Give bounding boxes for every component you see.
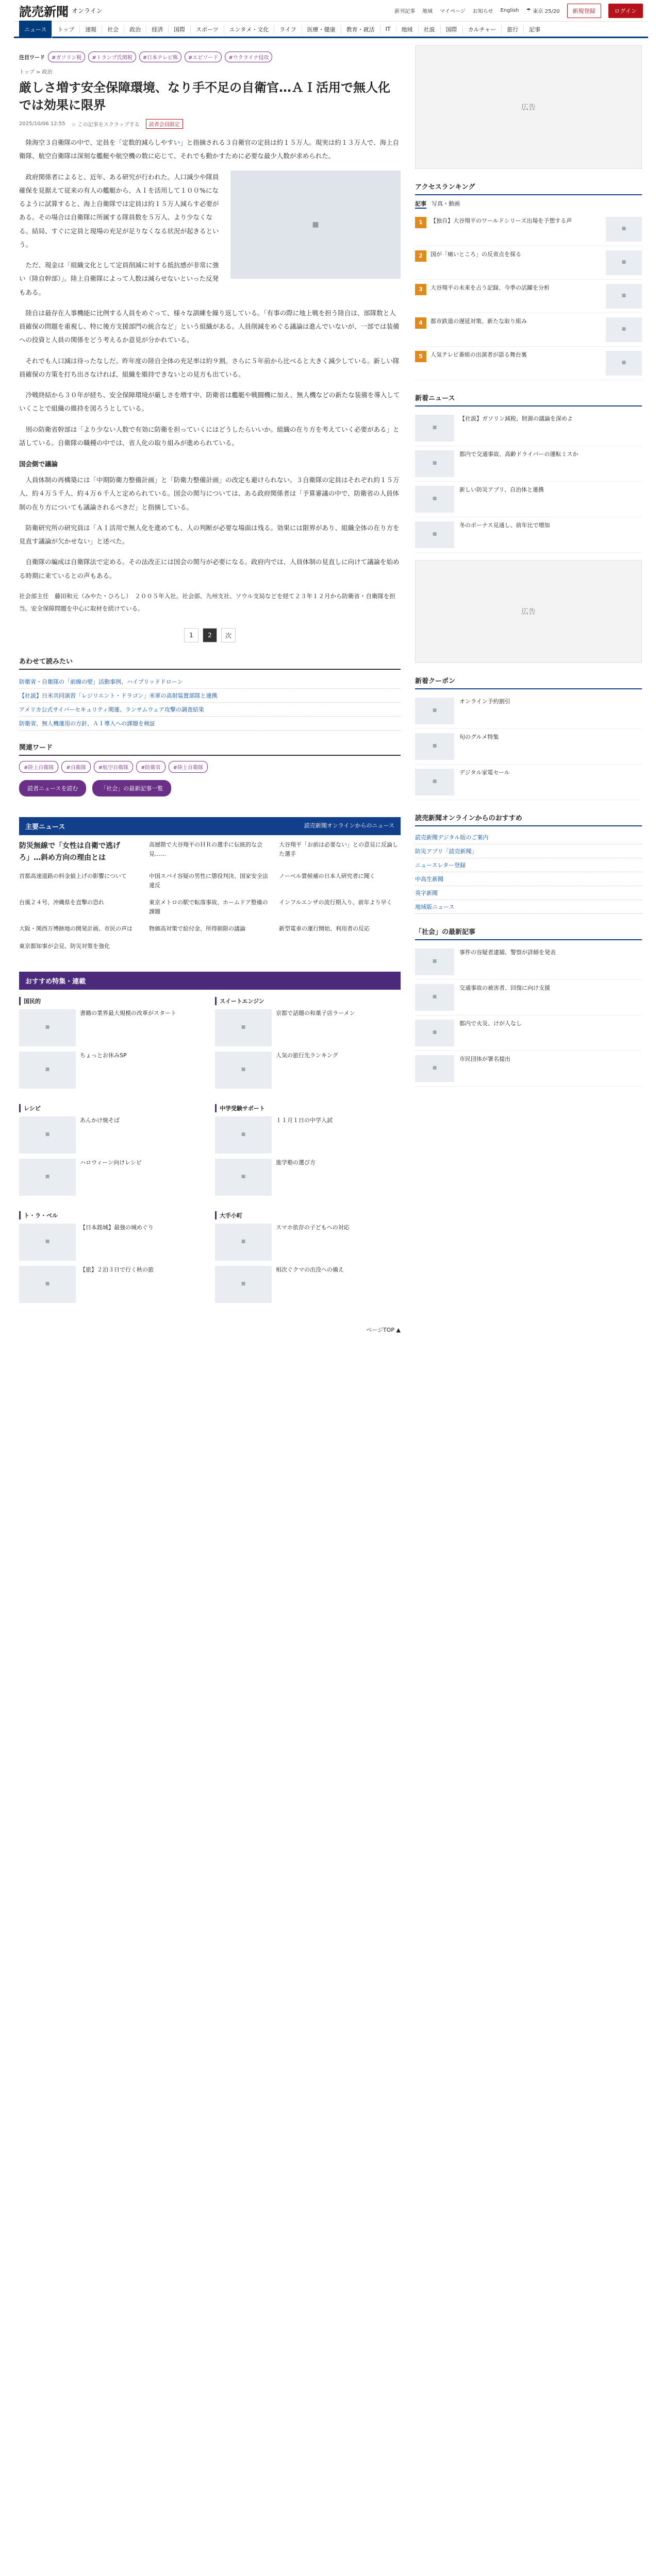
article-paragraph: それでも人口減は待ったなしだ。昨年度の陸自全体の充足率は約９割。さらに５年前から比べると大きく減少している。新しい隊員確保の方策を打ち出さなければ、組織を維持できないとの見方も出ている。 [19, 357, 400, 378]
recommend-item-title: 【旅】２泊３日で行く秋の旅 [80, 1266, 154, 1273]
ad-banner[interactable] [415, 45, 642, 169]
new-news-list [415, 411, 642, 553]
news-title: ノーベル賞候補の日本人研究者に聞く [279, 873, 375, 879]
lead-news[interactable] [19, 840, 141, 863]
trend-tag[interactable]: #日本テレビ株 [139, 52, 181, 62]
coupon-heading: 新着クーポン [415, 672, 642, 689]
article-paragraph: 冷戦終結から３０年が経ち、安全保障環境が厳しさを増す中、防衛省は艦艇や戦闘機に加え、無人機などの新たな装備を導入していくことで組織の維持を図ろうとしている。 [19, 391, 400, 413]
rank-photo: ■ [606, 250, 642, 275]
article-paragraph: 人員体制の再構築には「中期防衛力整備計画」と「防衛力整備計画」の改定も避けられない。３自衛隊の定員はそれぞれ約１５万人、約４万５千人、約４万６千人と定められている。国会の関与については、ある政府関係者は「予算審議の中で、防衛省の人員体制の在り方についても議論されるべきだ」と指摘している。 [19, 476, 400, 511]
main-column [19, 38, 401, 1344]
rank-photo: ■ [606, 284, 642, 309]
header-links [394, 4, 643, 18]
subscribe-button[interactable]: 新規登録 [567, 4, 601, 18]
recommend-item[interactable] [215, 1009, 401, 1046]
header-link-3[interactable]: お知らせ [472, 9, 493, 14]
ranking-item[interactable] [415, 280, 642, 313]
related-heading: あわせて読みたい [19, 656, 401, 670]
news-item[interactable] [279, 898, 401, 916]
article-paragraph: 陸自は最存在人事機能に比例する人員をめぐって、様々な訓練を繰り返している。「有事の際に地上戦を担う陸自は、部隊数と人員確保の問題を重視し、特に後方支援部門の統合など」という組織がある。人員削減をめぐる議論は進んでいないが、一部では装備への投資と人員の関係をどう考えるか意見が分かれている。 [19, 309, 400, 344]
news-title: 首都高速道路の料金値上げの影響について [19, 873, 127, 879]
news-item[interactable] [19, 872, 141, 890]
article-paragraph: 陸海空３自衛隊の中で、定員を「定数的減らしやすい」と指摘される３自衛官の定員は約１５万人。現実は約１３万人で、海上自衛隊、航空自衛隊は深刻な艦艇や航空機の数に応じて、それでも動かすために必要な最少人数が求められた。 [19, 139, 400, 160]
nav-item[interactable]: ニュース [19, 21, 52, 38]
news-item[interactable] [149, 840, 271, 863]
main-news-right: 読売新聞オンラインからのニュース [304, 822, 394, 829]
recommend-section [215, 1104, 401, 1201]
recommend-section-title: 中学受験サポート [215, 1104, 401, 1112]
ranking-tabs [415, 199, 642, 209]
recommend-item-title: ちょっとお休みSP [80, 1052, 127, 1059]
news-item[interactable] [19, 898, 141, 916]
keyword-tag[interactable]: #自衛隊 [61, 761, 90, 773]
recommend-item-title: 京都で話題の和菓子店ラーメン [276, 1009, 355, 1016]
recommend-item[interactable] [19, 1224, 205, 1261]
recommend-grid [19, 990, 401, 1315]
side-news-title: 事件の容疑者逮捕、警察が詳細を発表 [459, 949, 556, 956]
nav-item[interactable]: カルチャー [463, 25, 502, 33]
latest-social-button[interactable]: 「社会」の最新記事一覧 [92, 780, 171, 796]
rank-number: 2 [415, 250, 426, 262]
side-news-title: 交通事故の被害者、回復に向け支援 [459, 985, 550, 991]
recommend-photo: ■ [19, 1116, 76, 1154]
rank-photo: ■ [606, 317, 642, 342]
keyword-tag[interactable]: #陸上自衛隊 [169, 761, 208, 773]
recommend-item-title: スマホ依存の子どもへの対応 [276, 1224, 350, 1231]
news-item[interactable] [149, 898, 271, 916]
side-news-title: 都内で火災、けが人なし [459, 1020, 522, 1027]
side-news-item[interactable] [415, 1015, 642, 1051]
side-news-title: 都内で交通事故、高齢ドライバーの運転ミスか [459, 451, 578, 457]
ad-banner-2[interactable] [415, 560, 642, 663]
nav-item[interactable]: 社会 [102, 25, 124, 33]
pagetop-label: ページTOP [366, 1326, 395, 1333]
lead-news-title: 防災無線で「女性は自衛で逃げろ」…斜め方向の理由とは [19, 842, 120, 862]
recommend-item[interactable] [215, 1052, 401, 1089]
nav-item[interactable]: スポーツ [191, 25, 224, 33]
article-paragraph: 防衛研究所の研究員は「ＡＩ活用で無人化を進めても、人の判断が必要な場面は残る。効果には限界があり、組織全体の在り方を見直す議論が欠かせない」と述べた。 [19, 523, 400, 546]
keyword-tags [19, 761, 401, 773]
nav-item[interactable]: エンタメ・文化 [224, 25, 275, 33]
rank-number: 4 [415, 317, 426, 329]
recommend-photo: ■ [215, 1052, 272, 1089]
side-news-title: 【社説】ガソリン減税、財源の議論を深めよ [459, 415, 573, 422]
recommend-item-title: １１月１日の中学入試 [276, 1116, 333, 1124]
article-paragraph: 別の防衛省幹部は「より少ない人数で有効に防衛を担っていくにはどうしたらいいか。組織の在り方を考えていく必要がある」と話している。自衛隊の職種の中では、省人化の取り組みが進められている。 [19, 425, 400, 447]
side-news-title: 冬のボーナス見通し、前年比で増加 [459, 522, 550, 529]
recommend-item[interactable] [19, 1266, 205, 1303]
recommend-item-title: 人気の旅行先ランキング [276, 1052, 338, 1059]
logo-text: 読売新聞 [19, 4, 69, 19]
special-link[interactable]: 英字新聞 [415, 886, 642, 900]
trend-tag[interactable]: #エピソード [185, 52, 222, 62]
nav-item[interactable]: 国際 [441, 25, 463, 33]
site-logo[interactable] [19, 2, 103, 20]
recommend-section-title: ト・ラ・ベル [19, 1211, 205, 1219]
recommend-item[interactable] [19, 1052, 205, 1089]
side-news-item[interactable] [415, 980, 642, 1015]
related-link[interactable]: アメリカ公式サイバーセキュリティ関連、ランサムウェア攻撃の調査結果 [19, 703, 401, 717]
side-news-item[interactable] [415, 944, 642, 980]
side-news-photo: ■ [415, 486, 454, 513]
recommend-item[interactable] [19, 1009, 205, 1046]
ranking-item[interactable] [415, 347, 642, 380]
rank-number: 1 [415, 217, 426, 228]
nav-item[interactable]: 経済 [146, 25, 169, 33]
news-title: 中国スパイ容疑の男性に懲役判決、国家安全法違反 [149, 873, 268, 889]
nav-item[interactable]: 医療・健康 [302, 25, 341, 33]
side-news-photo: ■ [415, 733, 454, 760]
side-news-title: 新しい防災アプリ、自治体と連携 [459, 486, 544, 493]
article-body [19, 136, 401, 615]
article-paragraph: 自衛隊の編成は自衛隊法で定める。その法改正には国会の関与が必要になる。政府内では、人員体制の見直しに向けて議論を始める時期に来ているとの声もある。 [19, 558, 400, 580]
ranking-item[interactable] [415, 313, 642, 347]
news-item[interactable] [279, 840, 401, 863]
special-link[interactable]: 防災アプリ「読売新聞」 [415, 844, 642, 858]
rank-title: 大谷翔平の未来を占う記録、今季の活躍を分析 [431, 284, 550, 291]
news-title: 大阪・関西万博跡地の開発計画、市民の声は [19, 925, 133, 933]
global-nav [14, 22, 648, 38]
recommend-item-title: ハロウィーン向けレシピ [80, 1159, 142, 1166]
side-news-item[interactable] [415, 446, 642, 482]
nav-item[interactable]: 速報 [80, 25, 102, 33]
side-news-item[interactable] [415, 482, 642, 517]
nav-item[interactable]: IT [380, 26, 396, 32]
sidebar [415, 38, 642, 1344]
premium-badge: 読者会員限定 [146, 119, 183, 129]
ranking-heading: アクセスランキング [415, 178, 642, 195]
nav-item[interactable]: ライフ [274, 25, 302, 33]
rank-title: 国が「痛いところ」の反省点を探る [431, 251, 521, 258]
news-title: 台風２４号、沖縄県を直撃の恐れ [19, 899, 104, 906]
related-link[interactable]: 防衛省、無人機運用の方針、ＡＩ導入への課題を検証 [19, 717, 401, 731]
news-title: 物価高対策で給付金、所得制限の議論 [149, 925, 245, 933]
recommend-item-title: あんかけ焼そば [80, 1116, 120, 1124]
related-link[interactable]: 【社説】日米共同演習「レジリエント・ドラゴン」米軍の高射装置部隊と連携 [19, 689, 401, 703]
ranking-list [415, 213, 642, 380]
article-title: 厳しさ増す安全保障環境、なり手不足の自衛官…ＡＩ活用で無人化では効果に限界 [19, 80, 390, 112]
news-title: インフルエンザの流行期入り、前年より早く [279, 899, 392, 906]
side-news-photo: ■ [415, 415, 454, 442]
recommend-photo: ■ [215, 1116, 272, 1154]
login-button[interactable]: ログイン [608, 4, 643, 18]
action-buttons [19, 780, 401, 796]
keyword-tag[interactable]: #航空自衛隊 [94, 761, 133, 773]
recommend-photo: ■ [19, 1224, 76, 1261]
rank-number: 5 [415, 351, 426, 362]
main-news-grid [19, 835, 401, 956]
side-news-title: デジタル家電セール [459, 769, 510, 776]
trend-tag[interactable]: #ガソリン税 [48, 52, 85, 62]
side-news-photo: ■ [415, 521, 454, 548]
side-news-photo: ■ [415, 984, 454, 1011]
recommend-section-title: レシピ [19, 1104, 205, 1112]
recommend-photo: ■ [19, 1009, 76, 1046]
news-item[interactable] [19, 924, 141, 934]
recommend-item-title: 書籍の業界最大規模の改革がスタート [80, 1009, 176, 1016]
special-link[interactable]: 地域版ニュース [415, 900, 642, 914]
keyword-tag[interactable]: #陸上自衛隊 [19, 761, 58, 773]
recommend-photo: ■ [215, 1009, 272, 1046]
news-title: 東京メトロの駅で転落事故、ホームドア整備の課題 [149, 899, 268, 915]
nav-item[interactable]: 社説 [419, 25, 441, 33]
special-heading: 読売新聞オンラインからのおすすめ [415, 809, 642, 826]
ranking-tab-articles[interactable]: 記事 [415, 199, 426, 209]
trend-tag[interactable]: #トランプ氏関税 [88, 52, 136, 62]
keyword-tag[interactable]: #防衛省 [136, 761, 165, 773]
side-news-item[interactable] [415, 1051, 642, 1087]
side-news-item[interactable] [415, 765, 642, 800]
recommend-bar: おすすめ特集・連載 [19, 972, 401, 990]
recommend-section [215, 997, 401, 1094]
side-news-title: 旬のグルメ特集 [459, 734, 499, 740]
ad-label: 広告 [521, 608, 536, 616]
main-news-title: 主要ニュース [25, 823, 65, 832]
article-paragraph: 政府関係者によると、近年、ある研究が行われた。人口減少や隊員確保を見据えて従来の有人の艦艇から、ＡＩを活用して１００%になるように試算すると、海上自衛隊では定員は約１５万人減らす必要がある。その場合は自衛隊に所属する隊員数を５万人、より少なくなる。結局、すぐに定員と現場の充足が足りなくなる状況が起きるという。 [19, 173, 219, 248]
rank-title: 都市鉄道の遅延対策、新たな取り組み [431, 318, 527, 325]
side-news-item[interactable] [415, 693, 642, 729]
header-link-2[interactable]: マイページ [440, 9, 466, 14]
news-item[interactable] [279, 924, 401, 934]
page-link[interactable]: 1 [184, 628, 198, 642]
news-title: 新型電車の運行開始、利用者の反応 [279, 925, 370, 933]
breadcrumb[interactable]: トップ > 政治 [19, 70, 53, 75]
site-header [14, 0, 648, 22]
recommend-photo: ■ [19, 1266, 76, 1303]
rank-title: 【独自】大谷翔平のワールドシリーズ出場を予想する声 [431, 217, 572, 224]
recommend-item-title: 相次ぐクマの出没への備え [276, 1266, 344, 1273]
ranking-tab-photos[interactable]: 写真・動画 [432, 200, 460, 207]
bookmark-link[interactable] [72, 120, 140, 128]
trend-tag[interactable]: #ウクライナ侵攻 [225, 52, 272, 62]
nav-item[interactable]: 地域 [396, 25, 419, 33]
related-list [19, 675, 401, 731]
weather-text: 東京 25/20 [533, 9, 560, 14]
article-figure [230, 171, 401, 279]
rank-photo: ■ [606, 351, 642, 376]
header-link-1[interactable]: 地域 [422, 9, 433, 14]
article-subhead: 国会側で議論 [19, 460, 58, 468]
recommend-item[interactable] [19, 1159, 205, 1196]
news-item[interactable] [149, 924, 271, 934]
bookmark-icon: ☆ [71, 122, 78, 128]
author-profile: 社会部主任 藤田和元（みやた・ひろし） ２００５年入社。社会部、九州支社、ソウル支局などを経て２３年１２月から防衛省・自衛隊を担当。安全保障問題を中心に取材を続けている。 [19, 592, 395, 613]
social-heading: 「社会」の最新記事 [415, 923, 642, 940]
news-title: 東京都知事が会見、防災対策を強化 [19, 942, 110, 950]
recommend-photo: ■ [215, 1224, 272, 1261]
recommend-item[interactable] [19, 1116, 205, 1154]
special-link[interactable]: 読売新聞デジタル版のご案内 [415, 831, 642, 844]
ranking-item[interactable] [415, 246, 642, 280]
recommend-section-title: 大手小町 [215, 1211, 401, 1219]
news-item[interactable] [149, 872, 271, 890]
side-news-photo: ■ [415, 769, 454, 795]
side-news-photo: ■ [415, 698, 454, 724]
article-paragraph: ただ、現金は「組織文化として定員削減に対する抵抗感が非常に強い（陸自幹部）」。陸上自衛隊によって人数は減らせないといった反発もある。 [19, 261, 219, 296]
special-list [415, 831, 642, 914]
logo-sub: オンライン [72, 7, 103, 14]
header-link-4[interactable]: English [500, 8, 519, 13]
news-item[interactable] [19, 942, 141, 951]
recommend-photo: ■ [19, 1159, 76, 1196]
pagetop-link[interactable]: ページTOP ▲ [366, 1326, 401, 1333]
trend-label: 注目ワード [19, 55, 45, 61]
recommend-section-title: 国民的 [19, 997, 205, 1005]
nav-item[interactable]: 記事 [529, 26, 541, 33]
news-title: 高層階で大谷翔平のＨＲの選手に伝統的な会見…… [149, 841, 262, 857]
reader-news-button[interactable]: 読者ニュースを読む [19, 780, 86, 796]
ad-label: 広告 [521, 104, 536, 112]
recommend-photo: ■ [19, 1052, 76, 1089]
weather-widget[interactable] [526, 7, 560, 14]
recommend-section-title: スイートエンジン [215, 997, 401, 1005]
recommend-photo: ■ [215, 1266, 272, 1303]
nav-item[interactable]: 国際 [169, 25, 191, 33]
side-news-title: 市民団体が署名提出 [459, 1056, 510, 1062]
nav-item[interactable]: 教育・就活 [341, 25, 380, 33]
news-item[interactable] [279, 872, 401, 890]
side-news-item[interactable] [415, 517, 642, 553]
recommend-photo: ■ [215, 1159, 272, 1196]
page-link-current[interactable]: 2 [203, 628, 217, 642]
side-news-photo: ■ [415, 1020, 454, 1046]
nav-item[interactable]: トップ [52, 25, 80, 33]
article-photo: ■ [230, 171, 401, 279]
special-link[interactable]: ニュースレター登録 [415, 858, 642, 872]
rank-number: 3 [415, 284, 426, 295]
related-link[interactable]: 防衛省・自衛隊の「前線の壁」活動事例、ハイブリッドドローン [19, 675, 401, 689]
recommend-item[interactable] [215, 1224, 401, 1261]
side-news-item[interactable] [415, 411, 642, 446]
rank-title: 人気テレビ番組の出演者が語る舞台裏 [431, 351, 527, 358]
coupon-list [415, 693, 642, 800]
recommend-section [19, 997, 205, 1094]
weather-icon: ☂ [526, 8, 531, 13]
side-news-photo: ■ [415, 948, 454, 975]
trend-words [19, 52, 401, 62]
recommend-item-title: 進学塾の選び方 [276, 1159, 316, 1166]
recommend-item[interactable] [215, 1266, 401, 1303]
next-page-link[interactable]: 次 [221, 628, 236, 642]
social-list [415, 944, 642, 1087]
keywords-heading: 関連ワード [19, 742, 401, 756]
new-news-heading: 新着ニュース [415, 389, 642, 406]
recommend-item-title: 【日本銘城】最強の城めぐり [80, 1224, 154, 1231]
side-news-photo: ■ [415, 450, 454, 477]
news-title: 大谷翔平「お前は必要ない」との意見に反論した選手 [279, 841, 398, 857]
article-meta [19, 119, 401, 129]
recommend-section [19, 1104, 205, 1201]
recommend-item[interactable] [215, 1116, 401, 1154]
rank-photo: ■ [606, 217, 642, 242]
article-date: 2025/10/06 12:55 [19, 121, 65, 127]
special-link[interactable]: 中高生新聞 [415, 872, 642, 886]
side-news-item[interactable] [415, 729, 642, 765]
recommend-section [19, 1211, 205, 1308]
header-link-0[interactable]: 新刊記事 [394, 9, 416, 14]
side-news-title: オンライン予約割引 [459, 698, 510, 705]
pagination [19, 628, 401, 642]
nav-item[interactable]: 旅行 [502, 25, 524, 33]
side-news-photo: ■ [415, 1055, 454, 1082]
recommend-section [215, 1211, 401, 1308]
ranking-item[interactable] [415, 213, 642, 246]
main-news-bar [19, 817, 401, 835]
recommend-item[interactable] [215, 1159, 401, 1196]
bookmark-label: この記事をスクラップする [77, 122, 140, 128]
nav-item[interactable]: 政治 [124, 25, 146, 33]
